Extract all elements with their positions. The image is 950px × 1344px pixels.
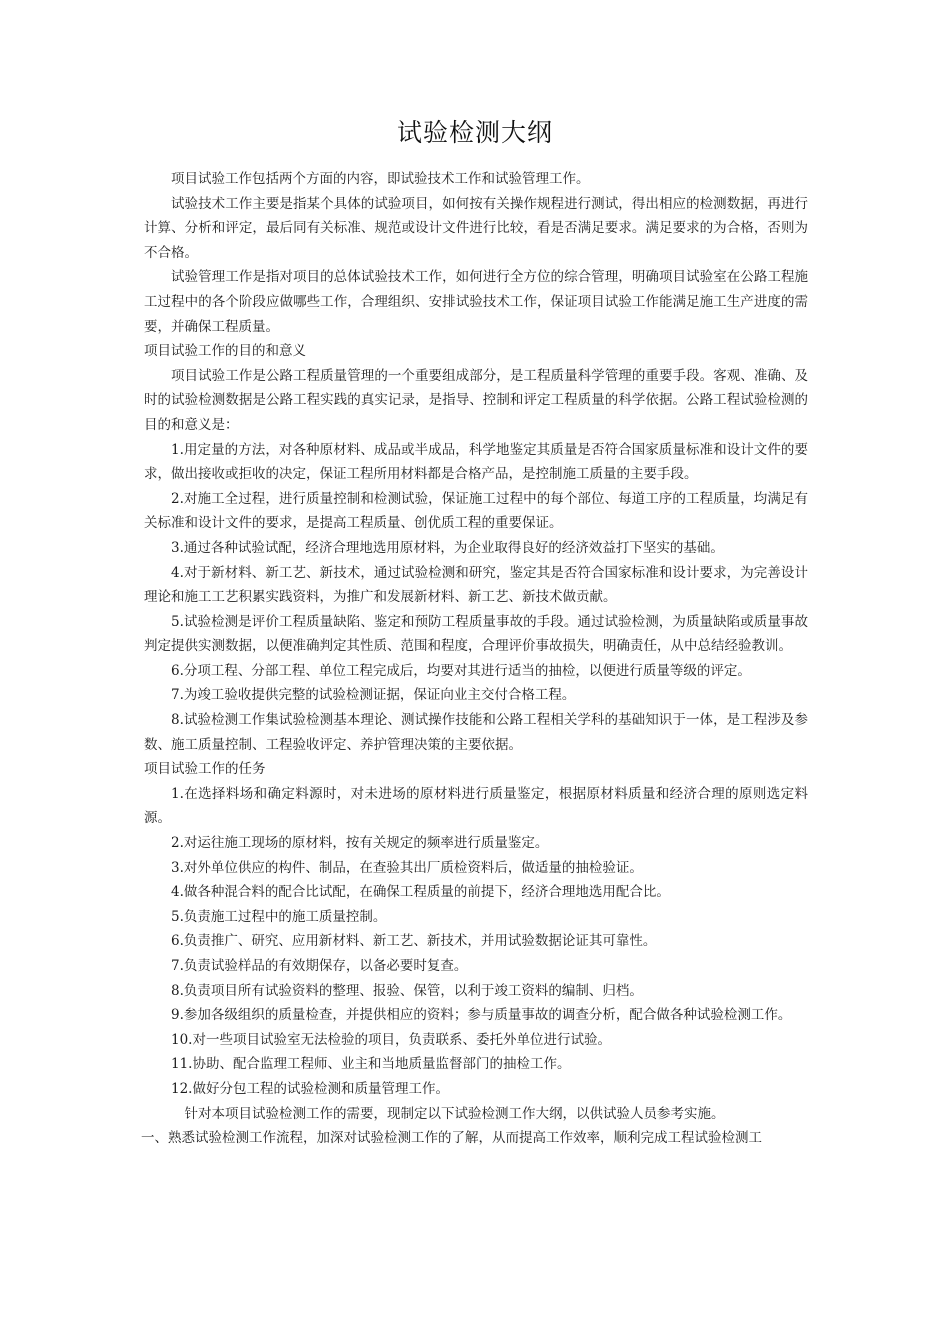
purpose-item-6: 6.分项工程、分部工程、单位工程完成后，均要对其进行适当的抽检，以便进行质量等级的评定。 bbox=[171, 662, 751, 679]
task-item-8: 8.负责项目所有试验资料的整理、报验、保管，以利于竣工资料的编制、归档。 bbox=[171, 982, 643, 999]
purpose-item-3: 3.通过各种试验试配，经济合理地选用原材料，为企业取得良好的经济效益打下坚实的基础。 bbox=[171, 539, 724, 556]
task-item-1: 1.在选择料场和确定料源时，对未进场的原材料进行质量鉴定，根据原材料质量和经济合理的原则选定料源。 bbox=[144, 785, 808, 827]
purpose-item-7: 7.为竣工验收提供完整的试验检测证据，保证向业主交付合格工程。 bbox=[171, 687, 576, 704]
task-item-3: 3.对外单位供应的构件、制品，在查验其出厂质检资料后，做适量的抽检验证。 bbox=[171, 859, 643, 876]
task-item-11: 11.协助、配合监理工程师、业主和当地质量监督部门的抽检工作。 bbox=[171, 1056, 571, 1073]
section-heading-purpose: 项目试验工作的目的和意义 bbox=[144, 343, 306, 360]
purpose-intro-paragraph: 项目试验工作是公路工程质量管理的一个重要组成部分，是工程质量科学管理的重要手段。客观、准确、及时的试验检测数据是公路工程实践的真实记录，是指导、控制和评定工程质量的科学依据。公路工程试验检测的目的和意义是： bbox=[144, 367, 808, 433]
section-one-heading: 一、熟悉试验检测工作流程，加深对试验检测工作的了解，从而提高工作效率，顺利完成工程试验检测工 bbox=[141, 1130, 762, 1147]
document-title: 试验检测大纲 bbox=[396, 118, 553, 147]
task-item-12: 12.做好分包工程的试验检测和质量管理工作。 bbox=[171, 1080, 449, 1097]
task-item-2: 2.对运往施工现场的原材料，按有关规定的频率进行质量鉴定。 bbox=[171, 835, 549, 852]
purpose-item-4: 4.对于新材料、新工艺、新技术，通过试验检测和研究，鉴定其是否符合国家标准和设计要求，为完善设计理论和施工工艺积累实践资料，为推广和发展新材料、新工艺、新技术做贡献。 bbox=[144, 564, 808, 606]
task-item-9: 9.参加各级组织的质量检查，并提供相应的资料；参与质量事故的调查分析，配合做各种试验检测工作。 bbox=[171, 1007, 792, 1024]
task-item-6: 6.负责推广、研究、应用新材料、新工艺、新技术，并用试验数据论证其可靠性。 bbox=[171, 933, 657, 950]
purpose-item-8: 8.试验检测工作集试验检测基本理论、测试操作技能和公路工程相关学科的基础知识于一体，是工程涉及参数、施工质量控制、工程验收评定、养护管理决策的主要依据。 bbox=[144, 712, 808, 753]
closing-paragraph: 针对本项目试验检测工作的需要，现制定以下试验检测工作大纲，以供试验人员参考实施。 bbox=[184, 1105, 725, 1122]
section-heading-tasks: 项目试验工作的任务 bbox=[144, 761, 266, 778]
purpose-item-2: 2.对施工全过程，进行质量控制和检测试验，保证施工过程中的每个部位、每道工序的工程质量，均满足有关标准和设计文件的要求，是提高工程质量、创优质工程的重要保证。 bbox=[144, 490, 808, 532]
task-item-10: 10.对一些项目试验室无法检验的项目，负责联系、委托外单位进行试验。 bbox=[171, 1031, 611, 1048]
intro-paragraph-3: 试验管理工作是指对项目的总体试验技术工作，如何进行全方位的综合管理，明确项目试验室在公路工程施工过程中的各个阶段应做哪些工作，合理组织、安排试验技术工作，保证项目试验工作能满足施工生产进度的需要，并确保工程质量。 bbox=[144, 269, 808, 335]
task-item-5: 5.负责施工过程中的施工质量控制。 bbox=[171, 908, 387, 925]
purpose-item-1: 1.用定量的方法，对各种原材料、成品或半成品，科学地鉴定其质量是否符合国家质量标准和设计文件的要求，做出接收或拒收的决定，保证工程所用材料都是合格产品，是控制施工质量的主要手段。 bbox=[144, 441, 808, 483]
intro-paragraph-1: 项目试验工作包括两个方面的内容，即试验技术工作和试验管理工作。 bbox=[171, 171, 590, 187]
intro-paragraph-2: 试验技术工作主要是指某个具体的试验项目，如何按有关操作规程进行测试，得出相应的检测数据，再进行计算、分析和评定，最后同有关标准、规范或设计文件进行比较，看是否满足要求。满足要求的为合格，否则为不合格。 bbox=[144, 195, 808, 261]
task-item-7: 7.负责试验样品的有效期保存，以备必要时复查。 bbox=[171, 958, 468, 974]
task-item-4: 4.做各种混合料的配合比试配，在确保工程质量的前提下，经济合理地选用配合比。 bbox=[171, 884, 670, 901]
purpose-item-5: 5.试验检测是评价工程质量缺陷、鉴定和预防工程质量事故的手段。通过试验检测，为质量缺陷或质量事故判定提供实测数据，以便准确判定其性质、范围和程度，合理评价事故损失，明确责任，从中总结经验教训。 bbox=[144, 613, 808, 655]
document-body bbox=[141, 167, 808, 1151]
